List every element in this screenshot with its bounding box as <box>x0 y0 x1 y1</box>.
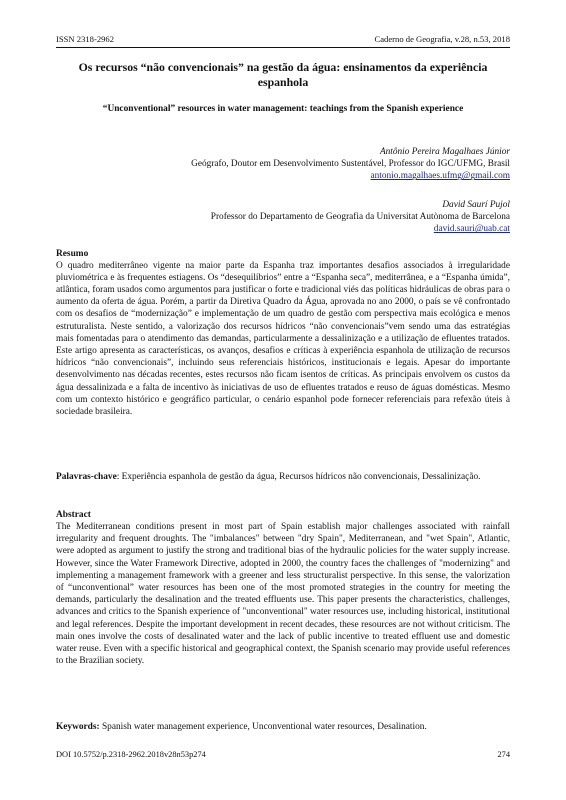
palavras-chave <box>56 471 510 483</box>
keywords-label: Keywords: <box>56 722 100 732</box>
running-header <box>56 31 510 48</box>
issn-label: ISSN 2318-2962 <box>56 34 115 44</box>
resumo-heading: Resumo <box>56 249 89 259</box>
author-block-1 <box>191 146 510 183</box>
page-number: 274 <box>497 750 510 759</box>
journal-citation: Caderno de Geografia, v.28, n.53, 2018 <box>374 34 510 44</box>
author-affiliation: Professor do Departamento de Geografia da Universitat Autònoma de Barcelona <box>210 212 510 223</box>
abstract-text: The Mediterranean conditions present in most part of Spain establish major challenges associated with rainfall irregularity and frequent droughts. The "imbalances" between "dry Spain", Mediterranean, and "wet Spain", Atlantic, were adopted as argument to justify the strong and traditional bias of the hydraulic policies for the water supply increase. However, since the Water Framework Directive, adopted in 2000, the country faces the challenges of "modernizing" and implementing a management framework with a greener and less structuralist perspective. In this sense, the valorization of “unconventional” water resources has been one of the most promoted strategies in the country for meeting the demands, particularly the desalination and the treated effluents use. This paper presents the characteristics, challenges, advances and critics to the Spanish experience of "unconventional" water resources use, including historical, institutional and legal references. Despite the important development in recent decades, these resources are not without criticism. The main ones involve the costs of desalinated water and the lack of public incentive to treated effluent use and domestic water reuse. Even with a specific historical and geographical context, the Spanish scenario may provide useful references to the Brazilian society. <box>56 522 510 667</box>
author-name: Antônio Pereira Magalhaes Júnior <box>379 147 510 157</box>
resumo-text: O quadro mediterrâneo vigente na maior parte da Espanha traz importantes desafios associados à irregularidade pluviométrica e às frequentes estiagens. Os “desequilíbrios” entre a “Espanha seca”, mediterrânea, e a “Espanha úmida”, atlântica, foram usados como argumentos para justificar o forte e tradicional viés das políticas hidráulicas de obras para o aumento da oferta de água. Porém, a partir da Diretiva Quadro da Água, aprovada no ano 2000, o país se vê confrontado com os desafios de “modernização” e implementação de um quadro de gestão com perspectiva mais ecológica e menos estruturalista. Neste sentido, a valorização dos recursos hídricos “não convencionais”vem sendo uma das estratégias mais fomentadas para o atendimento das demandas, particularmente a dessalinização e a utilização de efluentes tratados. Este artigo apresenta as características, os avanços, desafios e críticas à experiência espanhola de utilização de recursos hídricos “não convencionais”, incluindo seus referenciais históricos, institucionais e legais. Apesar do importante desenvolvimento nas décadas recentes, estes recursos não ficam isentos de críticas. As principais envolvem os custos da água dessalinizada e a falta de incentivo às iniciativas de uso de efluentes tratados e reuso de águas domésticas. Mesmo com um contexto histórico e geográfico particular, o cenário espanhol pode fornecer referenciais para refexão úteis à sociedade brasileira. <box>56 260 510 417</box>
abstract-heading: Abstract <box>56 510 91 520</box>
doi-label: DOI 10.5752/p.2318-2962.2018v28n53p274 <box>56 750 206 759</box>
author-name: David Saurí Pujol <box>442 200 510 210</box>
author-email-link[interactable]: david.sauri@uab.cat <box>433 224 510 235</box>
author-email-link[interactable]: antonio.magalhaes.ufmg@gmail.com <box>370 171 510 182</box>
article-title: Os recursos “não convencionais” na gestão da água: ensinamentos da experiência espanhola <box>78 60 488 89</box>
author-block-2 <box>211 199 510 236</box>
keywords <box>56 721 510 733</box>
palavras-chave-text: : Experiência espanhola de gestão da água, Recursos hídricos não convencionais, Dessalinização. <box>116 472 481 482</box>
article-subtitle-english: “Unconventional” resources in water management: teachings from the Spanish experience <box>102 104 464 114</box>
palavras-chave-label: Palavras-chave <box>56 472 117 482</box>
keywords-text: Spanish water management experience, Unconventional water resources, Desalination. <box>99 722 427 732</box>
author-affiliation: Geógrafo, Doutor em Desenvolvimento Sustentável, Professor do IGC/UFMG, Brasil <box>191 159 510 170</box>
